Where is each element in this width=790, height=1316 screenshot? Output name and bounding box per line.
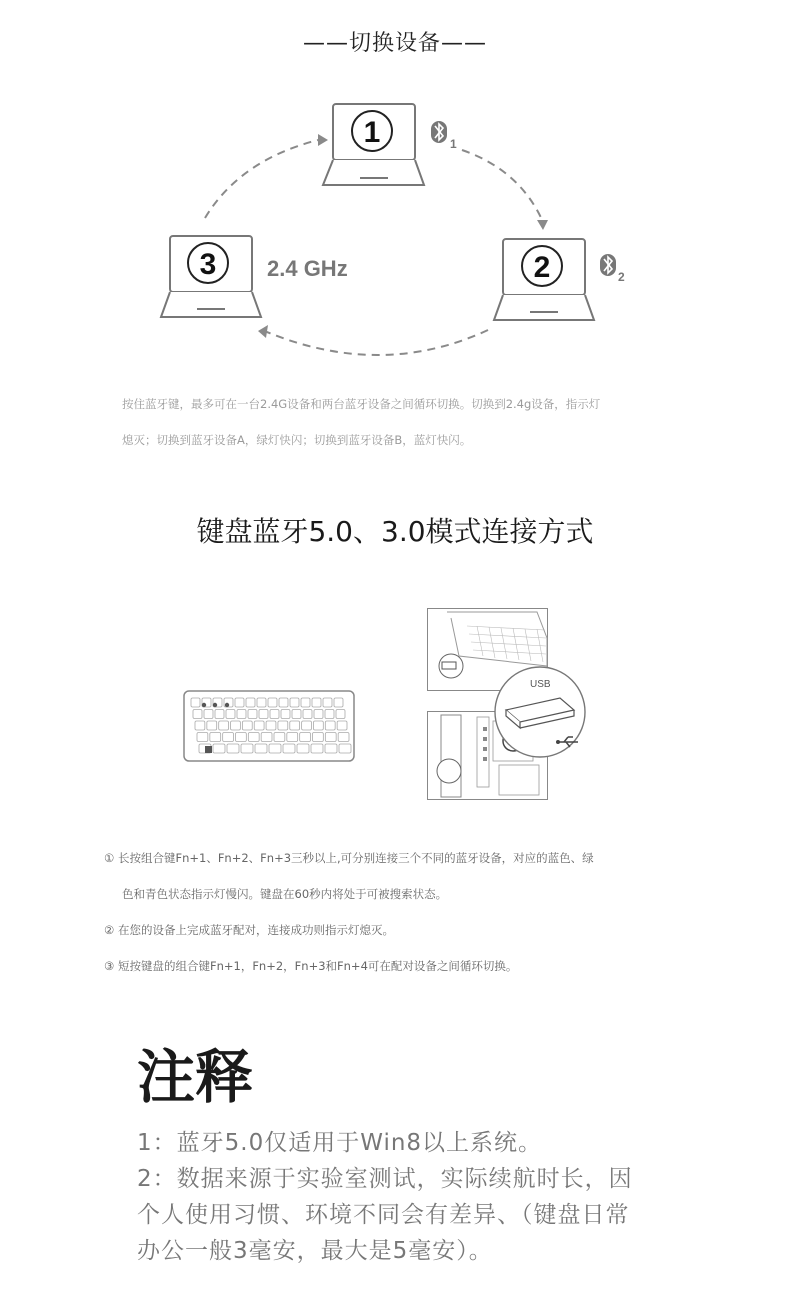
device-3-number: 3 [199,248,217,281]
device-switch-diagram [0,90,790,380]
keyboard-key [223,733,234,742]
keyboard-key [292,710,301,719]
keyboard-key [259,710,268,719]
keyboard-key [287,733,298,742]
keyboard-key [339,744,351,753]
keyboard-key [303,710,312,719]
keyboard-key [210,733,221,742]
keyboard-key [314,710,323,719]
fn-key-marker [205,746,212,753]
keyboard-key [226,710,235,719]
keyboard-key [254,721,264,730]
keyboard-key [268,698,277,707]
switch-device-title: ——切换设备—— [302,31,487,56]
keyboard-key [311,744,323,753]
keyboard-key [261,733,272,742]
keyboard-key [278,721,288,730]
step-1-line-1: ① 长按组合键Fn+1、Fn+2、Fn+3三秒以上,可分别连接三个不同的蓝牙设备，对应的蓝色、绿 [104,851,594,865]
keyboard-key [337,721,347,730]
keyboard-illustration [183,690,355,762]
keyboard-key [215,710,224,719]
switch-caption-line-2: 熄灭；切换到蓝牙设备A，绿灯快闪；切换到蓝牙设备B，蓝灯快闪。 [122,433,472,447]
keyboard-key [297,744,309,753]
note-2-line-1: 2：数据来源于实验室测试，实际续航时长，因 [137,1166,633,1192]
keyboard-key [255,744,267,753]
keyboard-key [237,710,246,719]
arrowhead-2 [537,220,548,230]
keyboard-key [281,710,290,719]
step-3: ③ 短按键盘的组合键Fn+1，Fn+2，Fn+3和Fn+4可在配对设备之间循环切换。 [104,959,518,973]
step-1-line-2: 色和青色状态指示灯慢闪。键盘在60秒内将处于可被搜索状态。 [122,887,448,901]
keyboard-key [313,721,323,730]
bluetooth-2-icon [600,254,616,276]
keyboard-key [325,721,335,730]
note-2-line-2: 个人使用习惯、环境不同会有差异、（键盘日常 [137,1202,630,1228]
keyboard-key [219,721,229,730]
note-1: 1：蓝牙5.0仅适用于Win8以上系统。 [137,1130,543,1156]
keyboard-key [242,721,252,730]
switch-caption-line-1: 按住蓝牙键，最多可在一台2.4G设备和两台蓝牙设备之间循环切换。切换到2.4g设备，指示灯 [122,397,601,411]
keyboard-key [274,733,285,742]
keyboard-key [248,710,257,719]
keyboard-key [246,698,255,707]
keyboard-key [290,721,300,730]
keyboard-key [323,698,332,707]
keyboard-key [325,733,336,742]
device-2-number: 2 [533,251,551,284]
keyboard-key [334,698,343,707]
keyboard-key [191,698,200,707]
arrow-1-to-2 [462,150,543,222]
keyboard-key [207,721,217,730]
connection-mode-title: 键盘蓝牙5.0、3.0模式连接方式 [196,515,594,548]
keyboard-key [302,721,312,730]
keyboard-key [248,733,259,742]
keyboard-key [193,710,202,719]
keyboard-key [241,744,253,753]
notes-title: 注释 [137,1043,254,1111]
keyboard-key [336,710,345,719]
arrow-3-to-1 [205,140,318,218]
keyboard-key [236,733,247,742]
keyboard-key [197,733,208,742]
keyboard-key [301,698,310,707]
keyboard-key [290,698,299,707]
arrow-2-to-3 [262,330,488,355]
keyboard-key [300,733,311,742]
note-2-line-3: 办公一般3毫安，最大是5毫安）。 [137,1238,493,1264]
step-2: ② 在您的设备上完成蓝牙配对，连接成功则指示灯熄灭。 [104,923,394,937]
wireless-2-4ghz-label: 2.4 GHz [267,256,348,281]
keyboard-key [325,710,334,719]
keyboard-key [204,710,213,719]
keyboard-key [283,744,295,753]
keyboard-key [213,744,225,753]
keyboard-key [231,721,241,730]
bluetooth-2-subscript: 2 [618,270,625,284]
keyboard-key [270,710,279,719]
keyboard-key [227,744,239,753]
arrowhead-1 [318,134,328,146]
usb-label: USB [530,679,551,690]
device-1-number: 1 [363,116,381,149]
keyboard-key [279,698,288,707]
keyboard-key [325,744,337,753]
keyboard-key [257,698,266,707]
usb-dongle-callout [494,658,586,766]
bluetooth-1-subscript: 1 [450,137,457,151]
keyboard-key [266,721,276,730]
bluetooth-1-icon [431,121,447,143]
keyboard-key [195,721,205,730]
keyboard-key [235,698,244,707]
keyboard-key [312,698,321,707]
arrowhead-3 [258,325,268,338]
keyboard-key [269,744,281,753]
keyboard-key [338,733,349,742]
keyboard-key [313,733,324,742]
